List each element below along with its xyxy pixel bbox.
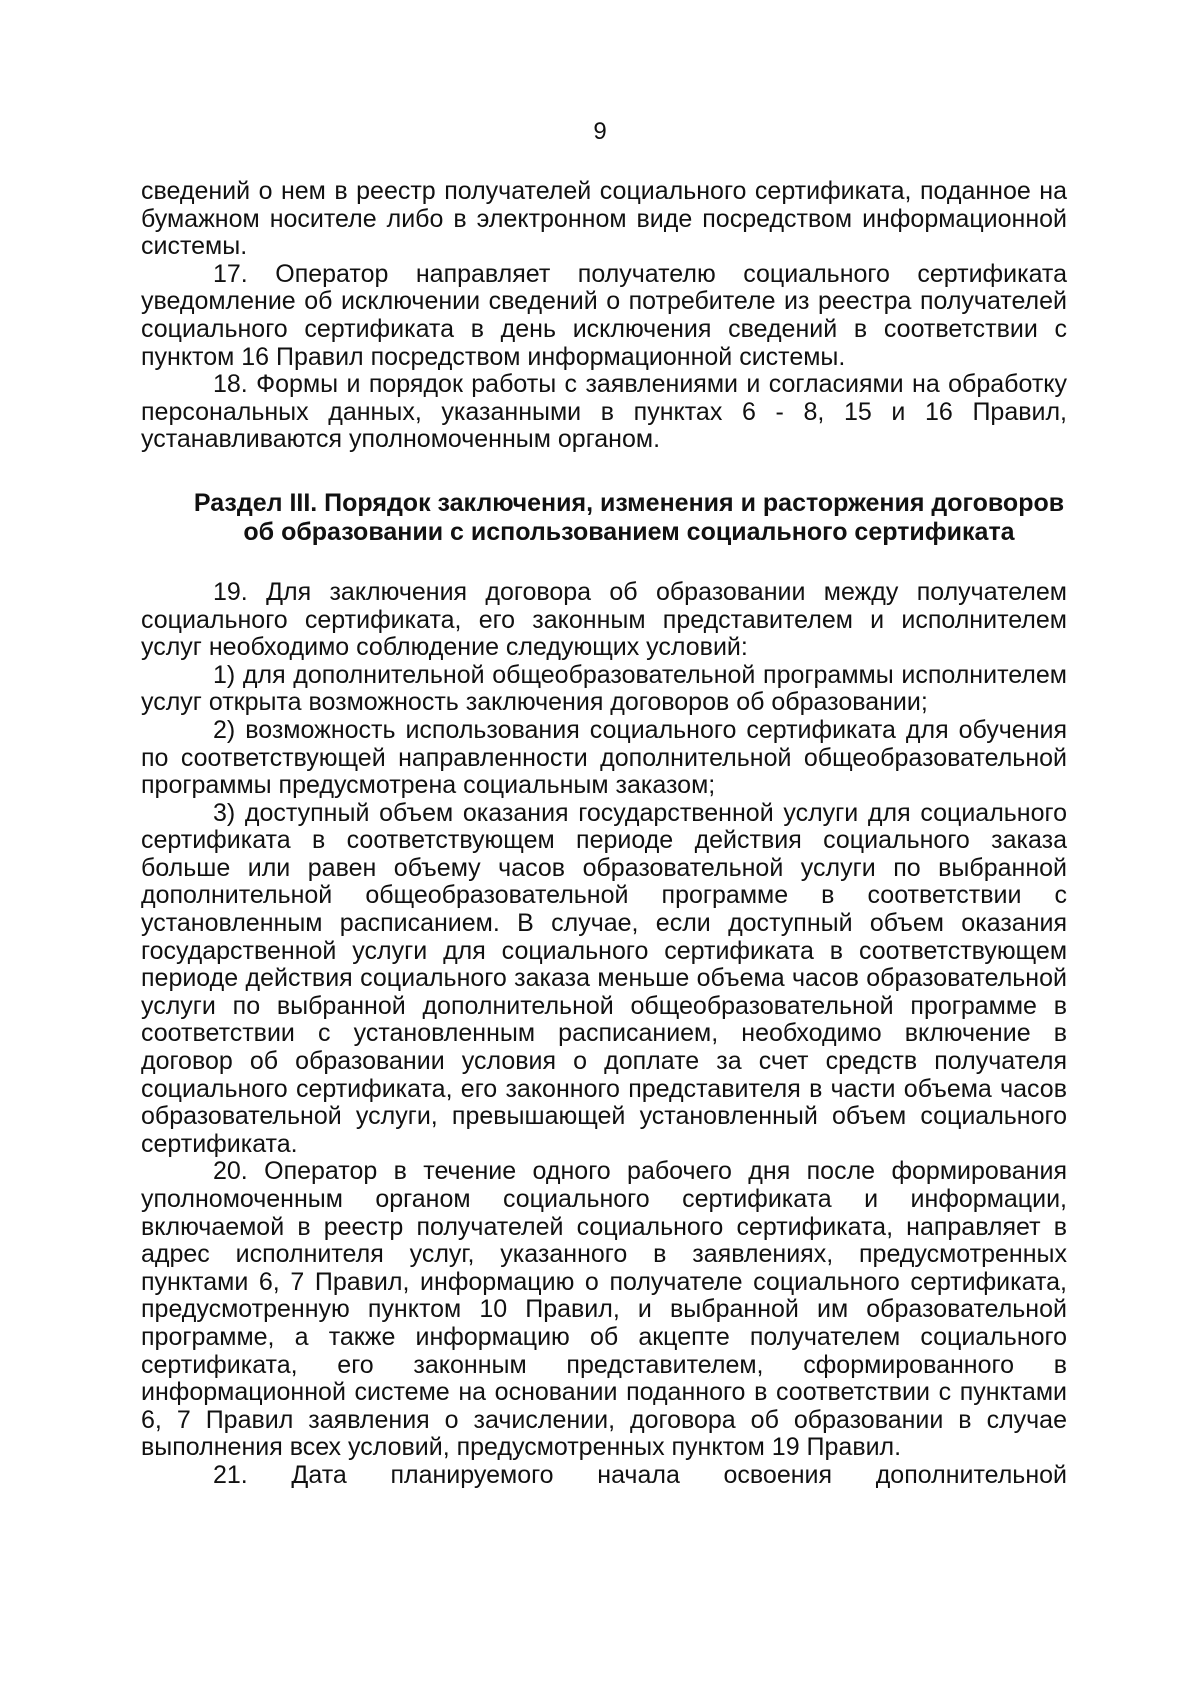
paragraph-intro: сведений о нем в реестр получателей социального сертификата, поданное на бумажном носителе либо в электронном виде посредством информационной системы. <box>141 177 1067 261</box>
paragraph-20: 20. Оператор в течение одного рабочего дня после формирования уполномоченным органом социального сертификата и информации, включаемой в реестр получателей социального сертификата, направляет в адрес исполнителя услуг, указанного в заявлениях, предусмотренных пунктами 6, 7 Правил, информацию о получателе социального сертификата, предусмотренную пунктом 10 Правил, и выбранной им образовательной программе, а также информацию об акцепте получателем социального сертификата, его законным представителем, сформированного в информационной системе на основании поданного в соответствии с пунктами 6, 7 Правил заявления о зачислении, договора об образовании в случае выполнения всех условий, предусмотренных пунктом 19 Правил. <box>141 1157 1067 1462</box>
paragraph-19-item-1: 1) для дополнительной общеобразовательной программы исполнителем услуг открыта возможность заключения договоров об образовании; <box>141 660 1067 717</box>
paragraph-21: 21. Дата планируемого начала освоения дополнительной <box>213 1460 1067 1489</box>
paragraph-17: 17. Оператор направляет получателю социального сертификата уведомление об исключении сведений о потребителе из реестра получателей социального сертификата в день исключения сведений в соответствии с пунктом 16 Правил посредством информационной системы. <box>141 259 1067 371</box>
paragraph-19-item-2: 2) возможность использования социального сертификата для обучения по соответствующей направленности дополнительной общеобразовательной программы предусмотрена социальным заказом; <box>141 715 1067 800</box>
section-heading-line-1: Раздел III. Порядок заключения, изменения и расторжения договоров <box>193 488 1065 517</box>
section-heading-line-2: об образовании с использованием социального сертификата <box>243 517 1015 546</box>
paragraph-19-item-3: 3) доступный объем оказания государственной услуги для социального сертификата в соответствующем периоде действия социального заказа больше или равен объему часов образовательной услуги по выбранной дополнительной общеобразовательной программе в соответствии с установленным расписанием. В случае, если доступный объем оказания государственной услуги для социального сертификата в соответствующем периоде действия социального заказа меньше объема часов образовательной услуги по выбранной дополнительной общеобразовательной программе в соответствии с установленным расписанием, необходимо включение в договор об образовании условия о доплате за счет средств получателя социального сертификата, его законного представителя в части объема часов образовательной услуги, превышающей установленный объем социального сертификата. <box>141 798 1067 1158</box>
page-number: 9 <box>593 118 607 145</box>
document-body <box>141 178 1067 1490</box>
section-heading <box>141 489 1067 547</box>
paragraph-18: 18. Формы и порядок работы с заявлениями и согласиями на обработку персональных данных, указанными в пунктах 6 - 8, 15 и 16 Правил, устанавливаются уполномоченным органом. <box>141 370 1067 454</box>
paragraph-19: 19. Для заключения договора об образовании между получателем социального сертификата, его законным представителем и исполнителем услуг необходимо соблюдение следующих условий: <box>141 577 1067 662</box>
